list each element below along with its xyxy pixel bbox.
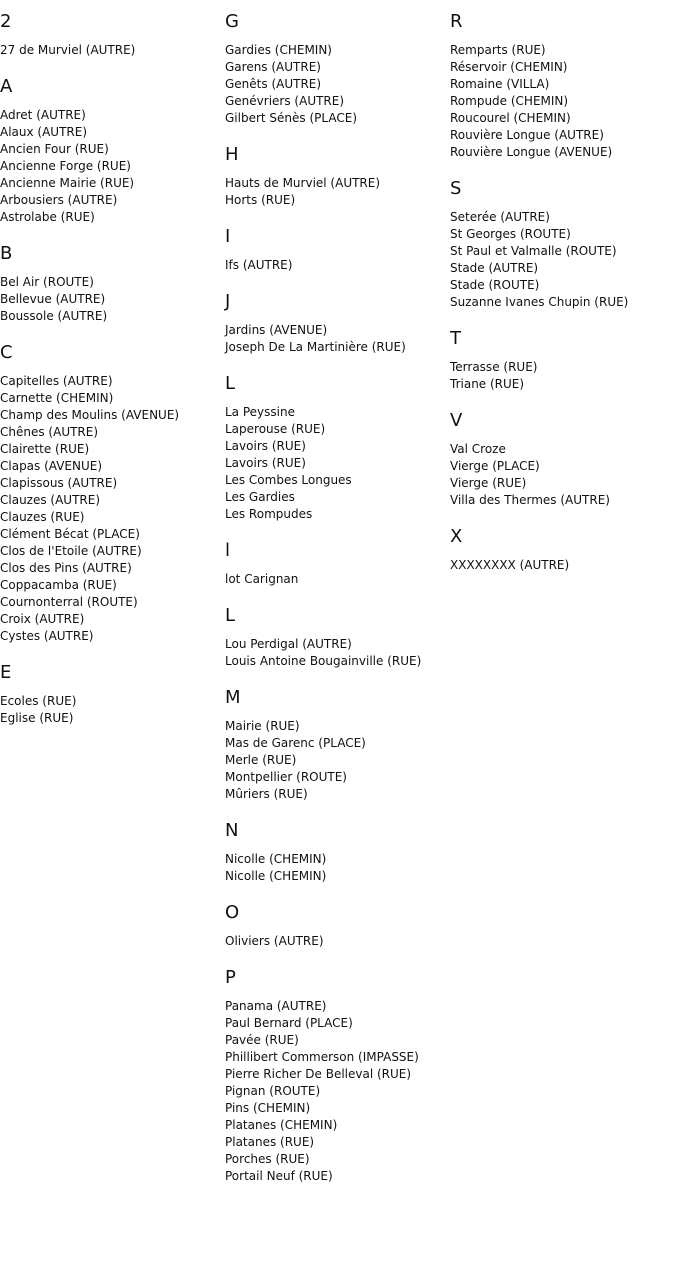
street-item: Nicolle (CHEMIN) xyxy=(225,869,327,883)
street-item: Genévriers (AUTRE) xyxy=(225,94,345,108)
street-item: Genêts (AUTRE) xyxy=(225,77,322,91)
letter-heading: X xyxy=(450,526,463,547)
street-item: Stade (AUTRE) xyxy=(450,261,539,275)
street-item: Rouvière Longue (AVENUE) xyxy=(450,145,613,159)
street-item: Arbousiers (AUTRE) xyxy=(0,193,118,207)
letter-heading: T xyxy=(450,328,461,349)
street-item: Lou Perdigal (AUTRE) xyxy=(225,637,352,651)
street-item: Ancien Four (RUE) xyxy=(0,142,109,156)
street-item: Hauts de Murviel (AUTRE) xyxy=(225,176,381,190)
street-item: Lavoirs (RUE) xyxy=(225,439,306,453)
street-item: St Georges (ROUTE) xyxy=(450,227,571,241)
street-item: Clos de l'Etoile (AUTRE) xyxy=(0,544,142,558)
street-item: Horts (RUE) xyxy=(225,193,296,207)
street-item: Rouvière Longue (AUTRE) xyxy=(450,128,604,142)
letter-group xyxy=(450,329,675,393)
street-list xyxy=(450,42,675,161)
street-item: Gilbert Sénès (PLACE) xyxy=(225,111,357,125)
letter-group xyxy=(225,688,450,803)
street-item: Gardies (CHEMIN) xyxy=(225,43,332,57)
street-item: Astrolabe (RUE) xyxy=(0,210,95,224)
street-item: Clapas (AVENUE) xyxy=(0,459,103,473)
street-item: Panama (AUTRE) xyxy=(225,999,327,1013)
street-item: Pavée (RUE) xyxy=(225,1033,299,1047)
street-item: La Peyssine xyxy=(225,405,295,419)
street-item: Clos des Pins (AUTRE) xyxy=(0,561,132,575)
street-list xyxy=(450,557,675,574)
letter-group xyxy=(225,903,450,950)
street-item: Stade (ROUTE) xyxy=(450,278,540,292)
street-item: Platanes (CHEMIN) xyxy=(225,1118,338,1132)
street-item: Coppacamba (RUE) xyxy=(0,578,117,592)
street-item: Croix (AUTRE) xyxy=(0,612,85,626)
street-list xyxy=(225,175,450,209)
street-list xyxy=(225,718,450,803)
street-item: Ifs (AUTRE) xyxy=(225,258,293,272)
letter-heading: H xyxy=(225,144,239,165)
street-list xyxy=(450,359,675,393)
street-item: Cystes (AUTRE) xyxy=(0,629,94,643)
letter-group xyxy=(450,527,675,574)
street-item: Pierre Richer De Belleval (RUE) xyxy=(225,1067,412,1081)
street-list xyxy=(0,373,225,645)
street-item: Champ des Moulins (AVENUE) xyxy=(0,408,180,422)
street-item: Roucourel (CHEMIN) xyxy=(450,111,571,125)
letter-heading: N xyxy=(225,820,239,841)
street-item: Adret (AUTRE) xyxy=(0,108,86,122)
street-item: XXXXXXXX (AUTRE) xyxy=(450,558,570,572)
street-list xyxy=(225,636,450,670)
street-item: Clauzes (AUTRE) xyxy=(0,493,101,507)
street-list xyxy=(225,571,450,588)
street-item: Clairette (RUE) xyxy=(0,442,90,456)
street-item: Remparts (RUE) xyxy=(450,43,546,57)
letter-heading: I xyxy=(225,226,231,247)
letter-group xyxy=(0,12,225,59)
street-item: Phillibert Commerson (IMPASSE) xyxy=(225,1050,419,1064)
letter-group xyxy=(225,227,450,274)
street-item: Suzanne Ivanes Chupin (RUE) xyxy=(450,295,629,309)
letter-heading: l xyxy=(225,540,231,561)
street-item: Montpellier (ROUTE) xyxy=(225,770,347,784)
letter-group xyxy=(225,606,450,670)
street-item: Louis Antoine Bougainville (RUE) xyxy=(225,654,422,668)
street-item: Cournonterral (ROUTE) xyxy=(0,595,138,609)
street-item: Vierge (RUE) xyxy=(450,476,527,490)
directory-column-1 xyxy=(0,12,225,745)
street-item: Lavoirs (RUE) xyxy=(225,456,306,470)
street-item: Jardins (AVENUE) xyxy=(225,323,328,337)
street-item: Seterée (AUTRE) xyxy=(450,210,550,224)
letter-heading: A xyxy=(0,76,13,97)
street-item: Bel Air (ROUTE) xyxy=(0,275,94,289)
letter-heading: L xyxy=(225,605,236,626)
street-item: Laperouse (RUE) xyxy=(225,422,326,436)
street-item: Mairie (RUE) xyxy=(225,719,300,733)
letter-group xyxy=(0,77,225,226)
street-list xyxy=(225,851,450,885)
street-item: Portail Neuf (RUE) xyxy=(225,1169,333,1183)
letter-group xyxy=(0,663,225,727)
street-item: Bellevue (AUTRE) xyxy=(0,292,106,306)
street-list xyxy=(450,441,675,509)
street-item: Clauzes (RUE) xyxy=(0,510,85,524)
street-list xyxy=(225,404,450,523)
street-item: Merle (RUE) xyxy=(225,753,297,767)
street-item: Rompude (CHEMIN) xyxy=(450,94,569,108)
letter-group xyxy=(0,343,225,645)
street-item: St Paul et Valmalle (ROUTE) xyxy=(450,244,617,258)
letter-group xyxy=(225,968,450,1185)
letter-heading: M xyxy=(225,687,241,708)
letter-heading: 2 xyxy=(0,11,12,32)
street-item: Chênes (AUTRE) xyxy=(0,425,99,439)
street-item: Capitelles (AUTRE) xyxy=(0,374,113,388)
street-item: Triane (RUE) xyxy=(450,377,525,391)
street-item: Villa des Thermes (AUTRE) xyxy=(450,493,610,507)
letter-group xyxy=(450,12,675,161)
street-item: Ancienne Forge (RUE) xyxy=(0,159,131,173)
letter-group xyxy=(225,374,450,523)
street-item: Ecoles (RUE) xyxy=(0,694,77,708)
street-item: Nicolle (CHEMIN) xyxy=(225,852,327,866)
letter-group xyxy=(0,244,225,325)
letter-heading: O xyxy=(225,902,240,923)
directory-column-2 xyxy=(225,12,450,1203)
letter-group xyxy=(225,12,450,127)
street-item: Réservoir (CHEMIN) xyxy=(450,60,568,74)
letter-heading: V xyxy=(450,410,463,431)
letter-heading: S xyxy=(450,178,462,199)
street-item: Platanes (RUE) xyxy=(225,1135,315,1149)
letter-heading: R xyxy=(450,11,463,32)
street-item: lot Carignan xyxy=(225,572,299,586)
street-list xyxy=(0,42,225,59)
street-list xyxy=(225,42,450,127)
street-item: Porches (RUE) xyxy=(225,1152,310,1166)
street-item: Pins (CHEMIN) xyxy=(225,1101,311,1115)
street-list xyxy=(0,274,225,325)
letter-group xyxy=(225,821,450,885)
street-item: Pignan (ROUTE) xyxy=(225,1084,321,1098)
street-list xyxy=(0,107,225,226)
street-item: Clapissous (AUTRE) xyxy=(0,476,118,490)
street-list xyxy=(225,322,450,356)
letter-heading: P xyxy=(225,967,236,988)
street-item: Paul Bernard (PLACE) xyxy=(225,1016,353,1030)
street-item: Oliviers (AUTRE) xyxy=(225,934,324,948)
letter-group xyxy=(225,292,450,356)
letter-group xyxy=(450,411,675,509)
street-item: Les Rompudes xyxy=(225,507,313,521)
letter-group xyxy=(225,541,450,588)
street-item: Mûriers (RUE) xyxy=(225,787,308,801)
letter-heading: C xyxy=(0,342,13,363)
letter-heading: J xyxy=(225,291,231,312)
street-list xyxy=(225,998,450,1185)
street-item: Ancienne Mairie (RUE) xyxy=(0,176,135,190)
directory-column-3 xyxy=(450,12,675,592)
street-item: Vierge (PLACE) xyxy=(450,459,540,473)
street-item: Val Croze xyxy=(450,442,506,456)
street-item: Joseph De La Martinière (RUE) xyxy=(225,340,406,354)
street-item: Les Combes Longues xyxy=(225,473,352,487)
street-item: Alaux (AUTRE) xyxy=(0,125,88,139)
letter-heading: B xyxy=(0,243,13,264)
street-item: Carnette (CHEMIN) xyxy=(0,391,114,405)
street-list xyxy=(450,209,675,311)
letter-heading: E xyxy=(0,662,12,683)
letter-group xyxy=(225,145,450,209)
street-item: Terrasse (RUE) xyxy=(450,360,538,374)
letter-group xyxy=(450,179,675,311)
street-list xyxy=(225,933,450,950)
street-item: Mas de Garenc (PLACE) xyxy=(225,736,366,750)
street-item: 27 de Murviel (AUTRE) xyxy=(0,43,136,57)
street-list xyxy=(225,257,450,274)
letter-heading: G xyxy=(225,11,239,32)
street-item: Les Gardies xyxy=(225,490,295,504)
street-item: Clément Bécat (PLACE) xyxy=(0,527,140,541)
street-item: Eglise (RUE) xyxy=(0,711,74,725)
street-item: Romaine (VILLA) xyxy=(450,77,550,91)
letter-heading: L xyxy=(225,373,236,394)
street-item: Boussole (AUTRE) xyxy=(0,309,108,323)
street-list xyxy=(0,693,225,727)
street-item: Garens (AUTRE) xyxy=(225,60,321,74)
